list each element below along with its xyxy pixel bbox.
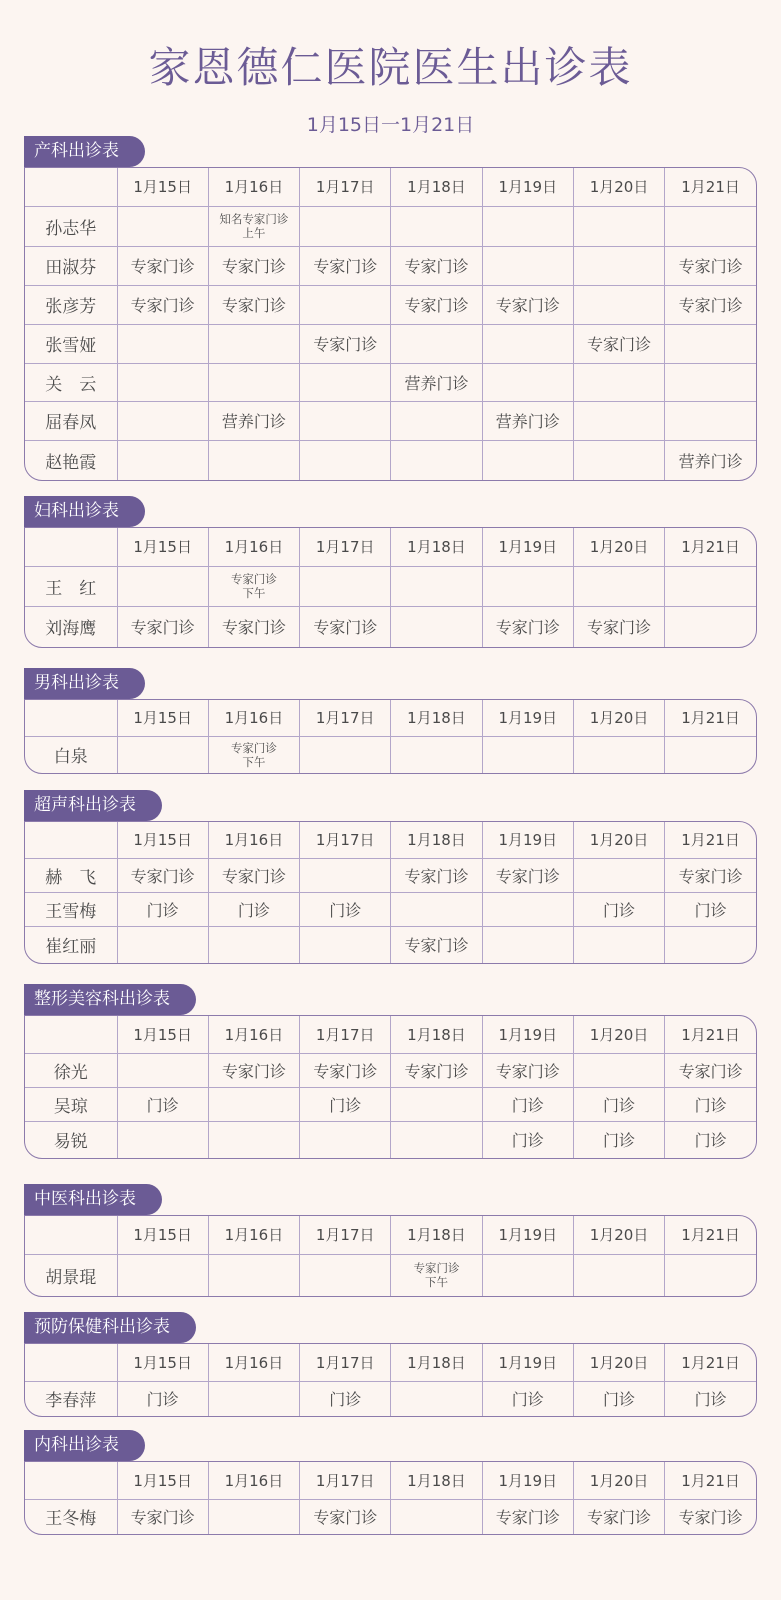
date-header: 1月19日 xyxy=(482,1216,573,1254)
date-header: 1月16日 xyxy=(208,1344,299,1381)
clinic-cell xyxy=(300,566,391,606)
doctor-name: 易锐 xyxy=(25,1121,117,1158)
clinic-cell xyxy=(391,1121,482,1158)
schedule-table xyxy=(24,821,757,964)
clinic-cell xyxy=(482,566,573,606)
clinic-cell xyxy=(665,1254,756,1296)
clinic-cell: 专家门诊 xyxy=(665,285,756,324)
clinic-cell xyxy=(300,363,391,401)
table-row xyxy=(25,206,756,246)
clinic-cell: 门诊 xyxy=(573,1121,664,1158)
clinic-cell xyxy=(208,440,299,480)
corner-cell xyxy=(25,700,117,736)
schedule-table xyxy=(24,1461,757,1535)
date-header: 1月20日 xyxy=(573,1344,664,1381)
clinic-cell: 专家门诊 xyxy=(573,606,664,647)
clinic-cell xyxy=(573,858,664,892)
clinic-cell xyxy=(300,926,391,963)
clinic-cell xyxy=(391,401,482,440)
clinic-cell xyxy=(117,1254,208,1296)
doctor-name: 屈春凤 xyxy=(25,401,117,440)
doctor-name: 徐光 xyxy=(25,1053,117,1087)
clinic-cell xyxy=(208,736,299,773)
clinic-cell: 专家门诊 xyxy=(117,858,208,892)
date-header: 1月20日 xyxy=(573,168,664,206)
clinic-cell: 门诊 xyxy=(300,1087,391,1121)
clinic-cell: 门诊 xyxy=(694,1131,727,1151)
date-header: 1月15日 xyxy=(117,1462,208,1499)
clinic-cell xyxy=(117,736,208,773)
clinic-cell: 门诊 xyxy=(300,892,391,926)
clinic-cell xyxy=(391,1499,482,1534)
table-row xyxy=(25,440,756,480)
doctor-name: 王 红 xyxy=(25,566,117,606)
date-header: 1月17日 xyxy=(300,168,391,206)
department-tab: 整形美容科出诊表 xyxy=(24,984,196,1015)
doctor-name: 赵艳霞 xyxy=(25,440,117,480)
clinic-cell xyxy=(482,926,573,963)
clinic-cell: 专家门诊 xyxy=(665,858,756,892)
clinic-cell: 门诊 xyxy=(694,1390,727,1410)
clinic-cell xyxy=(665,401,756,440)
date-header: 1月17日 xyxy=(300,700,391,736)
date-range: 1月15日一1月21日 xyxy=(306,114,475,136)
table-row xyxy=(25,736,756,773)
table-row xyxy=(25,1499,756,1534)
clinic-cell xyxy=(665,363,756,401)
clinic-cell xyxy=(573,566,664,606)
date-header: 1月16日 xyxy=(208,168,299,206)
clinic-cell xyxy=(117,206,208,246)
clinic-cell: 专家门诊 xyxy=(208,1053,299,1087)
corner-cell xyxy=(25,1216,117,1254)
date-header: 1月21日 xyxy=(665,1344,756,1381)
date-header: 1月18日 xyxy=(391,1216,482,1254)
clinic-cell xyxy=(208,1254,299,1296)
corner-cell xyxy=(25,1462,117,1499)
department-tab: 产科出诊表 xyxy=(24,136,145,167)
date-header-row xyxy=(25,1216,756,1254)
date-header: 1月15日 xyxy=(117,700,208,736)
clinic-cell xyxy=(482,892,573,926)
corner-cell xyxy=(25,1016,117,1053)
date-header: 1月21日 xyxy=(665,1216,756,1254)
clinic-cell: 营养门诊 xyxy=(678,451,743,471)
clinic-cell xyxy=(300,1254,391,1296)
clinic-cell: 专家门诊 xyxy=(300,606,391,647)
clinic-cell xyxy=(208,1381,299,1416)
date-header: 1月16日 xyxy=(208,822,299,858)
date-header: 1月19日 xyxy=(482,528,573,566)
clinic-cell xyxy=(665,926,756,963)
clinic-cell xyxy=(300,285,391,324)
clinic-cell xyxy=(391,606,482,647)
date-header: 1月17日 xyxy=(300,1462,391,1499)
date-header: 1月19日 xyxy=(482,1462,573,1499)
schedule-table xyxy=(24,1015,757,1159)
date-header: 1月16日 xyxy=(208,528,299,566)
clinic-cell xyxy=(117,566,208,606)
clinic-cell: 门诊 xyxy=(665,892,756,926)
clinic-cell xyxy=(573,401,664,440)
clinic-cell xyxy=(665,324,756,363)
schedule-table xyxy=(24,527,757,648)
clinic-cell xyxy=(208,566,299,606)
clinic-cell: 专家门诊 xyxy=(208,606,299,647)
date-header: 1月20日 xyxy=(573,528,664,566)
clinic-cell: 专家门诊 xyxy=(482,1499,573,1534)
date-header-row xyxy=(25,700,756,736)
clinic-cell: 门诊 xyxy=(573,1381,664,1416)
clinic-cell xyxy=(573,1053,664,1087)
clinic-cell xyxy=(391,892,482,926)
date-header-row xyxy=(25,1462,756,1499)
corner-cell xyxy=(25,528,117,566)
clinic-cell xyxy=(300,401,391,440)
date-header: 1月19日 xyxy=(482,1016,573,1053)
clinic-cell xyxy=(482,1254,573,1296)
table-row xyxy=(25,1254,756,1296)
corner-cell xyxy=(25,822,117,858)
date-header: 1月16日 xyxy=(208,1016,299,1053)
clinic-cell: 专家门诊 xyxy=(665,246,756,285)
date-header: 1月17日 xyxy=(300,1344,391,1381)
clinic-cell: 门诊 xyxy=(300,1381,391,1416)
date-header-row xyxy=(25,528,756,566)
date-header: 1月19日 xyxy=(482,700,573,736)
clinic-cell: 营养门诊 xyxy=(208,401,299,440)
clinic-cell xyxy=(573,246,664,285)
table-row xyxy=(25,1053,756,1087)
clinic-cell-line: 专家门诊 xyxy=(230,740,277,755)
date-header-row xyxy=(25,1016,756,1053)
clinic-cell: 专家门诊 xyxy=(573,1499,664,1534)
clinic-cell: 专家门诊 xyxy=(117,246,208,285)
clinic-cell xyxy=(208,1121,299,1158)
date-header: 1月17日 xyxy=(300,1016,391,1053)
clinic-cell: 专家门诊 xyxy=(117,606,208,647)
doctor-name: 李春萍 xyxy=(25,1381,117,1416)
clinic-cell-line: 下午 xyxy=(242,754,266,769)
clinic-cell: 专家门诊 xyxy=(300,1499,391,1534)
date-header: 1月18日 xyxy=(391,528,482,566)
clinic-cell: 专家门诊 xyxy=(208,858,299,892)
clinic-cell: 专家门诊 xyxy=(573,324,664,363)
clinic-cell xyxy=(391,566,482,606)
clinic-cell xyxy=(573,285,664,324)
clinic-cell: 专家门诊 xyxy=(300,324,391,363)
date-header: 1月20日 xyxy=(573,700,664,736)
clinic-cell xyxy=(391,206,482,246)
date-header: 1月20日 xyxy=(573,1216,664,1254)
table-row xyxy=(25,892,756,926)
clinic-cell: 专家门诊 xyxy=(117,1499,208,1534)
clinic-cell xyxy=(117,440,208,480)
department-tab: 男科出诊表 xyxy=(24,668,145,699)
clinic-cell: 专家门诊 xyxy=(482,606,573,647)
clinic-cell: 专家门诊 xyxy=(208,246,299,285)
clinic-cell xyxy=(300,206,391,246)
clinic-cell xyxy=(208,1499,299,1534)
clinic-cell xyxy=(391,736,482,773)
clinic-cell: 门诊 xyxy=(482,1087,573,1121)
date-header: 1月18日 xyxy=(391,1344,482,1381)
clinic-cell-line: 下午 xyxy=(242,586,266,600)
clinic-cell: 门诊 xyxy=(573,1087,664,1121)
doctor-name: 田淑芬 xyxy=(25,246,117,285)
clinic-cell xyxy=(300,736,391,773)
doctor-name: 白泉 xyxy=(25,736,117,773)
table-row xyxy=(25,401,756,440)
date-header: 1月21日 xyxy=(665,168,756,206)
clinic-cell xyxy=(482,736,573,773)
clinic-cell: 门诊 xyxy=(482,1381,573,1416)
doctor-name: 王冬梅 xyxy=(25,1499,117,1534)
date-header: 1月20日 xyxy=(573,822,664,858)
department-tab: 内科出诊表 xyxy=(24,1430,145,1461)
table-row xyxy=(25,1381,756,1416)
table-row xyxy=(25,858,756,892)
clinic-cell xyxy=(117,401,208,440)
table-row xyxy=(25,363,756,401)
clinic-cell: 专家门诊 xyxy=(482,1053,573,1087)
date-header: 1月18日 xyxy=(391,1462,482,1499)
date-header: 1月20日 xyxy=(573,1462,664,1499)
clinic-cell: 专家门诊 xyxy=(208,285,299,324)
date-header: 1月15日 xyxy=(117,168,208,206)
department-tab: 中医科出诊表 xyxy=(24,1184,162,1215)
department-tab: 预防保健科出诊表 xyxy=(24,1312,196,1343)
doctor-name: 吴琼 xyxy=(25,1087,117,1121)
clinic-cell xyxy=(482,363,573,401)
date-header: 1月17日 xyxy=(300,822,391,858)
clinic-cell: 专家门诊 xyxy=(391,246,482,285)
clinic-cell: 专家门诊 xyxy=(665,1053,756,1087)
corner-cell xyxy=(25,168,117,206)
clinic-cell: 专家门诊 xyxy=(391,858,482,892)
schedule-table xyxy=(24,699,757,774)
clinic-cell xyxy=(208,206,299,246)
clinic-cell-line: 专家门诊 xyxy=(230,572,277,586)
clinic-cell xyxy=(482,440,573,480)
clinic-cell: 营养门诊 xyxy=(482,401,573,440)
doctor-name: 关 云 xyxy=(25,363,117,401)
page-title: 家恩德仁医院医生出诊表 xyxy=(148,43,633,92)
clinic-cell xyxy=(208,363,299,401)
clinic-cell xyxy=(665,566,756,606)
clinic-cell xyxy=(482,246,573,285)
clinic-cell: 专家门诊 xyxy=(391,285,482,324)
date-header: 1月21日 xyxy=(665,822,756,858)
date-header: 1月16日 xyxy=(208,1462,299,1499)
date-header: 1月21日 xyxy=(665,700,756,736)
table-row xyxy=(25,566,756,606)
doctor-name: 张雪娅 xyxy=(25,324,117,363)
clinic-cell xyxy=(391,324,482,363)
clinic-cell: 专家门诊 xyxy=(300,1053,391,1087)
date-header: 1月21日 xyxy=(665,528,756,566)
date-header: 1月18日 xyxy=(391,168,482,206)
clinic-cell xyxy=(573,1254,664,1296)
table-row xyxy=(25,1121,756,1158)
date-header: 1月15日 xyxy=(117,1344,208,1381)
clinic-cell: 专家门诊 xyxy=(391,926,482,963)
clinic-cell xyxy=(573,926,664,963)
date-header: 1月15日 xyxy=(117,528,208,566)
schedule-table xyxy=(24,167,757,481)
clinic-cell xyxy=(300,440,391,480)
clinic-cell: 专家门诊 xyxy=(300,246,391,285)
date-header: 1月21日 xyxy=(665,1016,756,1053)
doctor-name: 张彦芳 xyxy=(25,285,117,324)
date-header: 1月19日 xyxy=(482,1344,573,1381)
date-header-row xyxy=(25,168,756,206)
schedule-table xyxy=(24,1215,757,1297)
table-row xyxy=(25,324,756,363)
clinic-cell xyxy=(573,440,664,480)
clinic-cell: 门诊 xyxy=(573,892,664,926)
clinic-cell xyxy=(208,324,299,363)
clinic-cell xyxy=(117,1121,208,1158)
clinic-cell xyxy=(117,1053,208,1087)
doctor-name: 刘海鹰 xyxy=(25,606,117,647)
clinic-cell: 门诊 xyxy=(208,892,299,926)
date-header: 1月17日 xyxy=(300,1216,391,1254)
date-header: 1月15日 xyxy=(117,1216,208,1254)
schedule-table xyxy=(24,1343,757,1417)
clinic-cell xyxy=(208,926,299,963)
doctor-name: 崔红丽 xyxy=(25,926,117,963)
date-header: 1月19日 xyxy=(482,822,573,858)
clinic-cell xyxy=(208,1087,299,1121)
date-header: 1月15日 xyxy=(117,822,208,858)
clinic-cell xyxy=(391,440,482,480)
corner-cell xyxy=(25,1344,117,1381)
clinic-cell xyxy=(665,206,756,246)
clinic-cell-line: 上午 xyxy=(242,226,266,240)
table-row xyxy=(25,1087,756,1121)
doctor-name: 赫 飞 xyxy=(25,858,117,892)
clinic-cell xyxy=(573,206,664,246)
date-header: 1月16日 xyxy=(208,700,299,736)
date-header: 1月18日 xyxy=(391,700,482,736)
clinic-cell xyxy=(482,206,573,246)
clinic-cell xyxy=(117,363,208,401)
clinic-cell: 专家门诊 xyxy=(117,285,208,324)
date-header-row xyxy=(25,822,756,858)
department-tab: 超声科出诊表 xyxy=(24,790,162,821)
table-row xyxy=(25,606,756,647)
clinic-cell xyxy=(117,926,208,963)
date-header: 1月19日 xyxy=(482,168,573,206)
table-row xyxy=(25,926,756,963)
clinic-cell: 营养门诊 xyxy=(391,363,482,401)
clinic-cell xyxy=(117,324,208,363)
clinic-cell: 门诊 xyxy=(117,1087,208,1121)
date-header: 1月17日 xyxy=(300,528,391,566)
date-header: 1月15日 xyxy=(117,1016,208,1053)
table-row xyxy=(25,285,756,324)
clinic-cell: 专家门诊 xyxy=(678,1508,743,1528)
clinic-cell-line: 专家门诊 xyxy=(413,1261,460,1276)
clinic-cell xyxy=(482,324,573,363)
clinic-cell: 门诊 xyxy=(117,1381,208,1416)
clinic-cell-line: 下午 xyxy=(424,1275,448,1290)
clinic-cell: 门诊 xyxy=(482,1121,573,1158)
clinic-cell xyxy=(391,1087,482,1121)
date-header: 1月18日 xyxy=(391,1016,482,1053)
doctor-name: 王雪梅 xyxy=(25,892,117,926)
clinic-cell xyxy=(300,1121,391,1158)
date-header: 1月21日 xyxy=(665,1462,756,1499)
clinic-cell-line: 知名专家门诊 xyxy=(219,212,289,226)
clinic-cell: 门诊 xyxy=(117,892,208,926)
date-header: 1月18日 xyxy=(391,822,482,858)
clinic-cell xyxy=(573,736,664,773)
date-header: 1月16日 xyxy=(208,1216,299,1254)
clinic-cell: 门诊 xyxy=(665,1087,756,1121)
clinic-cell xyxy=(665,606,756,647)
clinic-cell: 专家门诊 xyxy=(482,285,573,324)
clinic-cell xyxy=(300,858,391,892)
doctor-name: 胡景琨 xyxy=(25,1254,117,1296)
clinic-cell: 专家门诊 xyxy=(482,858,573,892)
clinic-cell xyxy=(391,1254,482,1296)
doctor-name: 孙志华 xyxy=(25,206,117,246)
clinic-cell: 专家门诊 xyxy=(391,1053,482,1087)
clinic-cell xyxy=(573,363,664,401)
clinic-cell xyxy=(391,1381,482,1416)
department-tab: 妇科出诊表 xyxy=(24,496,145,527)
clinic-cell xyxy=(665,736,756,773)
date-header: 1月20日 xyxy=(573,1016,664,1053)
date-header-row xyxy=(25,1344,756,1381)
table-row xyxy=(25,246,756,285)
